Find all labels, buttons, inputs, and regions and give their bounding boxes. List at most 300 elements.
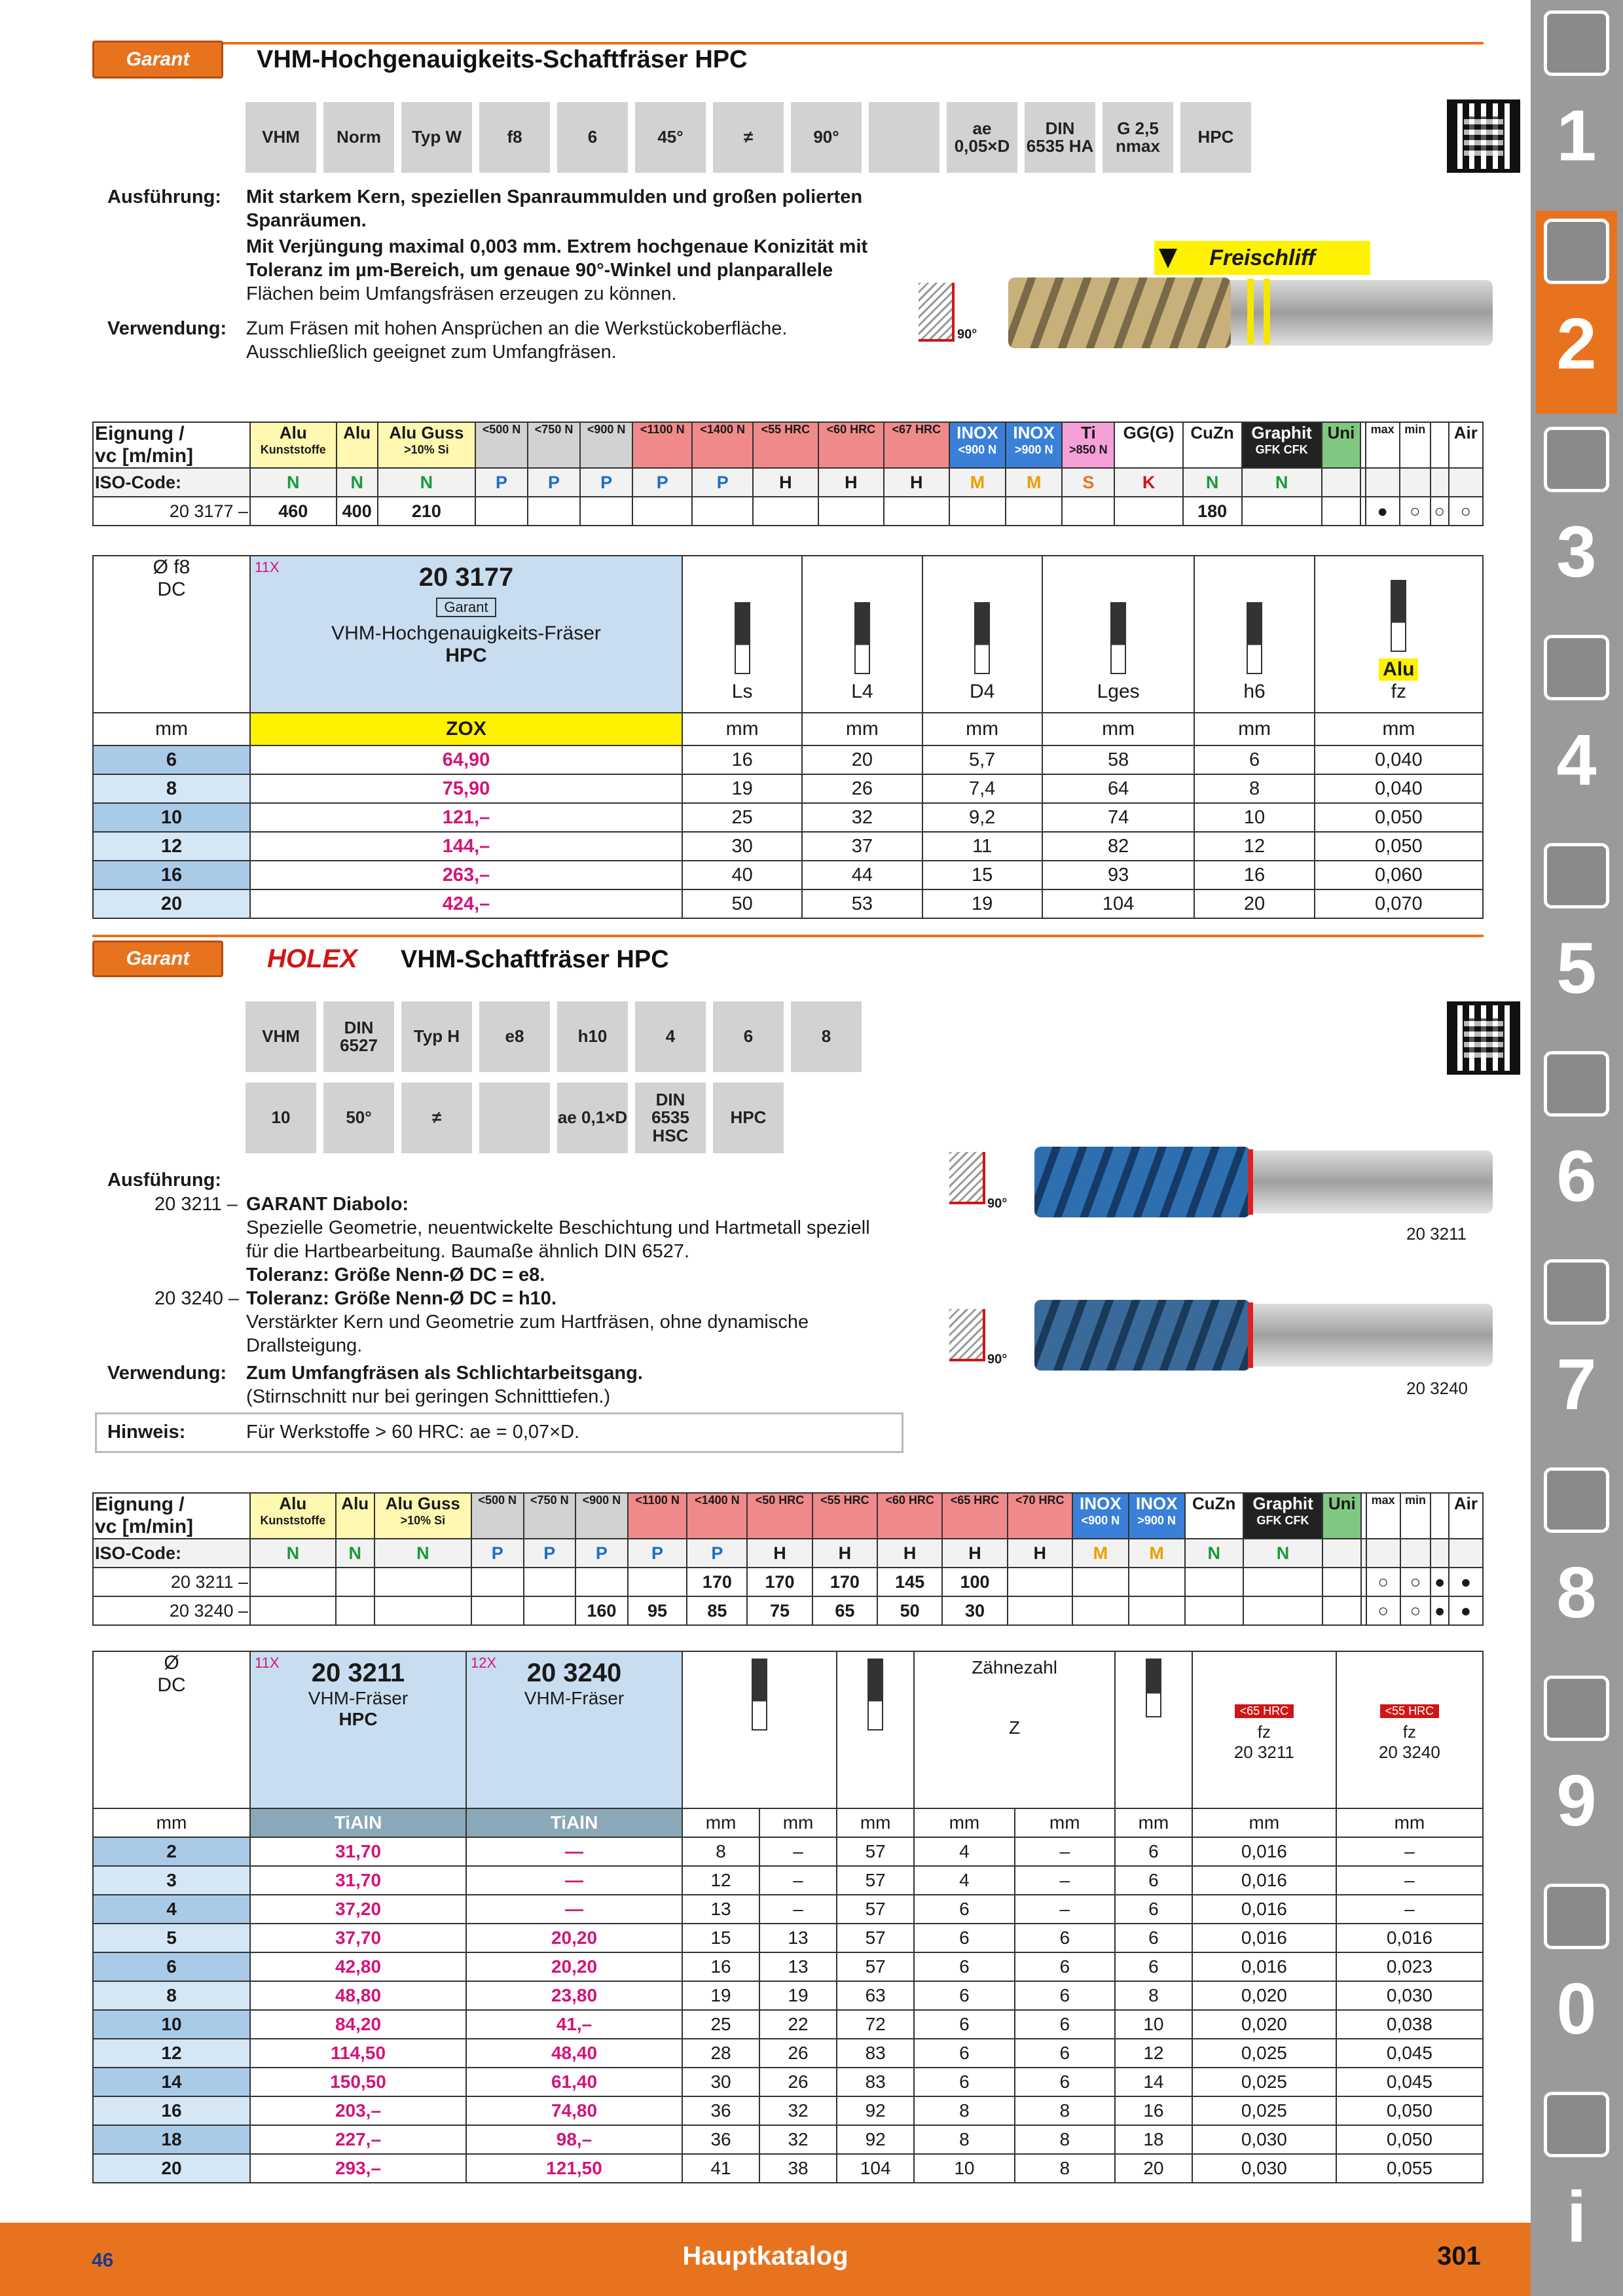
price-203240[interactable]: — [466, 1895, 682, 1924]
cell: 36 [682, 2096, 759, 2125]
tool-flutes [1034, 1147, 1250, 1217]
cell: 6 [914, 2068, 1014, 2096]
iso-code: N [1242, 468, 1322, 497]
material-col: <750 N [528, 422, 580, 468]
chapter-tab-4[interactable] [1536, 627, 1617, 830]
vc-value [818, 497, 884, 526]
iso-code: N [1243, 1539, 1322, 1568]
tool-icon [1247, 602, 1262, 674]
cell: 83 [837, 2039, 914, 2068]
material-col: <60 HRC [818, 422, 884, 468]
cell: 6 [1015, 1952, 1115, 1981]
material-col: Graphit GFK CFK [1242, 422, 1322, 468]
vc-value: ○ [1400, 1596, 1431, 1625]
price-203211[interactable]: 227,– [250, 2125, 466, 2154]
coating-label: TiAlN [466, 1808, 682, 1837]
col-header-fz: Alu fz [1315, 556, 1483, 713]
dimension-table [92, 555, 1484, 919]
tool-icon [854, 602, 870, 674]
vc-value: 170 [747, 1568, 812, 1596]
cell: 10 [1115, 2010, 1192, 2039]
cell: 6 [914, 1924, 1014, 1952]
material-col: <900 N [575, 1493, 628, 1539]
angle-label: 90° [987, 1352, 1008, 1367]
price-203211[interactable]: 48,80 [250, 1981, 466, 2010]
iso-code: P [528, 468, 580, 497]
chapter-tab-5[interactable] [1536, 835, 1617, 1038]
material-col [1431, 1493, 1449, 1539]
cell: 7,4 [922, 774, 1042, 803]
vc-value [1243, 1596, 1322, 1625]
spec-icon: 90° [791, 102, 862, 173]
price-203240[interactable]: 74,80 [466, 2096, 682, 2125]
hinweis-label: Hinweis: [107, 1422, 186, 1443]
material-col: <55 HRC [812, 1493, 877, 1539]
iso-code [1366, 1539, 1400, 1568]
price-203240[interactable]: 98,– [466, 2125, 682, 2154]
page-number-right: 301 [1437, 2242, 1481, 2270]
cell: 16 [1115, 2096, 1192, 2125]
vc-value: 75 [747, 1596, 812, 1625]
price[interactable]: 424,– [250, 889, 682, 918]
cell: 57 [837, 1895, 914, 1924]
material-col: GG(G) [1114, 422, 1182, 468]
cell: – [1336, 1866, 1483, 1895]
tool-flutes [1034, 1300, 1250, 1371]
tool-ring [1264, 279, 1270, 344]
spec-icon: ≠ [713, 102, 784, 173]
cell: 6 [914, 1981, 1014, 2010]
garant-logo: Garant [92, 941, 223, 977]
vc-value: 160 [575, 1596, 628, 1625]
ausfuehrung-text: GARANT Diabolo: Spezielle Geometrie, neuentwickelte Beschichtung und Hartmetall speziell für die Hartbearbeitung. Baumaße ähnlich DIN 6527. Toleranz: Größe Nenn-Ø DC = e8. [246, 1194, 870, 1285]
vc-value [632, 497, 692, 526]
material-col: Alu Guss >10% Si [378, 422, 475, 468]
col-header-lges [837, 1651, 914, 1808]
material-col: <500 N [471, 1493, 524, 1539]
cell: 0,060 [1315, 861, 1483, 889]
chapter-tab-i[interactable] [1536, 2084, 1617, 2287]
cell: 38 [759, 2154, 837, 2183]
cell: 6 [1115, 1837, 1192, 1866]
hinweis-text: Für Werkstoffe > 60 HRC: ae = 0,07×D. [246, 1422, 580, 1443]
vc-value: ● [1431, 1568, 1449, 1596]
price-203211[interactable]: 203,– [250, 2096, 466, 2125]
vc-row [93, 1596, 1483, 1625]
cell: – [759, 1866, 837, 1895]
vc-value: ● [1431, 1596, 1449, 1625]
material-col: <67 HRC [884, 422, 949, 468]
cell: – [1015, 1837, 1115, 1866]
iso-code: H [753, 468, 818, 497]
price-203211[interactable]: 37,70 [250, 1924, 466, 1952]
cell: 44 [802, 861, 922, 889]
material-col: INOX <900 N [1072, 1493, 1129, 1539]
price-203240[interactable]: 121,50 [466, 2154, 682, 2183]
material-col: <1100 N [632, 422, 692, 468]
vc-value: 180 [1183, 497, 1242, 526]
vc-value: 145 [877, 1568, 942, 1596]
iso-code [1431, 1539, 1449, 1568]
price-203211[interactable]: 31,70 [250, 1866, 466, 1895]
iso-code [1361, 1539, 1366, 1568]
chapter-icon [1544, 219, 1609, 284]
verwendung-text: Zum Fräsen mit hohen Ansprüchen an die Werkstückoberfläche. Ausschließlich geeignet zum Umfangfräsen. [246, 318, 788, 363]
spec-icon: HPC [713, 1083, 784, 1153]
material-col: Alu Guss >10% Si [374, 1493, 471, 1539]
cell: 25 [682, 2010, 759, 2039]
price-203240[interactable]: 41,– [466, 2010, 682, 2039]
iso-code: P [628, 1539, 687, 1568]
cell: 8 [914, 2096, 1014, 2125]
ausfuehrung-text: Toleranz: Größe Nenn-Ø DC = h10. Verstärkter Kern und Geometrie zum Hartfräsen, ohne dynamische Drallsteigung. [246, 1288, 809, 1356]
cell: – [759, 1895, 837, 1924]
cell: 0,045 [1336, 2039, 1483, 2068]
cell: 6 [1115, 1924, 1192, 1952]
article-number: 20 3240 – [93, 1596, 250, 1625]
price-203211[interactable]: 84,20 [250, 2010, 466, 2039]
material-col: max [1366, 1493, 1400, 1539]
vc-row [93, 1568, 1483, 1596]
iso-code [1322, 468, 1360, 497]
vc-value: ○ [1431, 497, 1449, 526]
angle-diagram [919, 283, 955, 342]
tool-icon [1146, 1659, 1161, 1717]
iso-code: H [818, 468, 884, 497]
price[interactable]: 121,– [250, 803, 682, 832]
cell: 0,030 [1192, 2125, 1336, 2154]
iso-code [1400, 468, 1431, 497]
vc-value [1072, 1596, 1129, 1625]
cell: 30 [682, 2068, 759, 2096]
chapter-icon [1544, 2092, 1609, 2157]
price-203240[interactable]: 61,40 [466, 2068, 682, 2096]
vc-value: 85 [687, 1596, 747, 1625]
vc-value [1072, 1568, 1129, 1596]
ausfuehrung-text: Mit starkem Kern, speziellen Spanraummulden und großen polierten Spanräumen. Mit Verjüngung maximal 0,003 mm. Extrem hochgenaue Konizität mit Toleranz im µm-Bereich, um genaue 90°-Winkel und planparallele Flächen beim Umfangsfräsen erzeugen zu können. [246, 187, 868, 304]
article-number: 20 3211 – [93, 1568, 250, 1596]
chapter-tab-9[interactable] [1536, 1668, 1617, 1871]
spec-icon: e8 [479, 1001, 550, 1072]
chapter-tab-1[interactable] [1536, 3, 1617, 206]
dimension-table [92, 1651, 1484, 2183]
material-col: <65 HRC [942, 1493, 1007, 1539]
diameter: 6 [93, 1952, 250, 1981]
spec-icon [869, 102, 939, 173]
chapter-number: 6 [1556, 1136, 1597, 1217]
price-203240[interactable]: 20,20 [466, 1924, 682, 1952]
chapter-icon [1544, 1467, 1609, 1533]
chapter-icon [1544, 10, 1609, 76]
cell: 26 [759, 2039, 837, 2068]
tool-icon [1391, 580, 1406, 652]
chapter-number: 2 [1556, 304, 1597, 384]
vc-value [1006, 497, 1062, 526]
image-caption: 20 3240 [1406, 1378, 1468, 1398]
iso-code: H [747, 1539, 812, 1568]
section-title: VHM-Schaftfräser HPC [401, 946, 669, 973]
cell: 63 [837, 1981, 914, 2010]
price[interactable]: 75,90 [250, 774, 682, 803]
iso-code: H [942, 1539, 1007, 1568]
iso-code: M [1006, 468, 1062, 497]
cell: 8 [1115, 1981, 1192, 2010]
vc-value: ○ [1449, 497, 1483, 526]
cell: 19 [759, 1981, 837, 2010]
cell: 20 [1115, 2154, 1192, 2183]
cell: 0,016 [1192, 1952, 1336, 1981]
col-header-fz: <55 HRC fz 20 3240 [1336, 1651, 1483, 1808]
cell: 0,016 [1192, 1924, 1336, 1952]
article-header: 11X 20 3177 Garant VHM-Hochgenauigkeits-Fräser HPC [250, 556, 682, 713]
diameter: 20 [93, 2154, 250, 2183]
table-row [93, 889, 1483, 918]
iso-row [93, 1539, 1483, 1568]
cell: 4 [914, 1837, 1014, 1866]
cell: 41 [682, 2154, 759, 2183]
cell: 16 [682, 1952, 759, 1981]
material-col: Uni [1322, 422, 1360, 468]
diameter: 16 [93, 861, 250, 889]
cell: – [1015, 1895, 1115, 1924]
vc-value: 50 [877, 1596, 942, 1625]
spec-icon: Norm [323, 102, 394, 173]
cell: 6 [1015, 2068, 1115, 2096]
material-col: <1100 N [628, 1493, 687, 1539]
spec-icon: 10 [246, 1083, 316, 1153]
chapter-icon [1544, 843, 1609, 908]
price-203240[interactable]: 48,40 [466, 2039, 682, 2068]
cell: 13 [759, 1952, 837, 1981]
table-row [93, 2039, 1483, 2068]
col-header-ls: Ls [682, 556, 802, 713]
price[interactable]: 144,– [250, 832, 682, 861]
vc-value [471, 1568, 524, 1596]
price-203211[interactable]: 37,20 [250, 1895, 466, 1924]
cell: 25 [682, 803, 802, 832]
cell: 37 [802, 832, 922, 861]
vc-value [336, 1568, 374, 1596]
vc-value [1322, 1596, 1361, 1625]
cell: 6 [914, 2010, 1014, 2039]
vc-value [580, 497, 632, 526]
qr-code[interactable] [1447, 99, 1520, 173]
article-header: 11X 20 3211 VHM-Fräser HPC [250, 1651, 466, 1808]
tool-icon [1110, 602, 1126, 674]
vc-value [1114, 497, 1182, 526]
price-203240[interactable]: 23,80 [466, 1981, 682, 2010]
material-col: <500 N [475, 422, 528, 468]
material-col: Alu [337, 422, 378, 468]
iso-code: P [475, 468, 528, 497]
cell: 72 [837, 2010, 914, 2039]
vc-value: 170 [687, 1568, 747, 1596]
cell: 64 [1042, 774, 1195, 803]
vc-value [1322, 1568, 1361, 1596]
table-row [93, 1866, 1483, 1895]
chapter-tab-0[interactable] [1536, 1876, 1617, 2079]
cell: 19 [922, 889, 1042, 918]
chapter-tab-2[interactable] [1536, 211, 1617, 414]
chapter-tab-6[interactable] [1536, 1043, 1617, 1246]
material-col: <70 HRC [1008, 1493, 1072, 1539]
cell: 0,038 [1336, 2010, 1483, 2039]
vc-value [884, 497, 949, 526]
iso-code: P [575, 1539, 628, 1568]
cell: 0,025 [1192, 2096, 1336, 2125]
material-col: <1400 N [687, 1493, 747, 1539]
vc-value [528, 497, 580, 526]
col-header-d4: D4 [922, 556, 1042, 713]
vc-value: ● [1449, 1568, 1483, 1596]
vc-value [1242, 497, 1322, 526]
vc-value [524, 1568, 576, 1596]
iso-code: P [471, 1539, 524, 1568]
vc-value: 100 [942, 1568, 1007, 1596]
chapter-tab-8[interactable] [1536, 1460, 1617, 1662]
vc-value [1243, 1568, 1322, 1596]
chapter-number: 3 [1556, 512, 1597, 592]
iso-code: N [336, 1539, 374, 1568]
cell: – [1015, 1866, 1115, 1895]
cell: 8 [1194, 774, 1314, 803]
material-col: CuZn [1183, 422, 1242, 468]
iso-code [1449, 468, 1483, 497]
unit-row: mm TiAlN TiAlN mm mm mm mm mm mm mm mm [93, 1808, 1483, 1837]
table-row [93, 1924, 1483, 1952]
diameter: 5 [93, 1924, 250, 1952]
cell: 12 [1115, 2039, 1192, 2068]
material-col: <750 N [524, 1493, 576, 1539]
diameter: 3 [93, 1866, 250, 1895]
price-203240[interactable]: 20,20 [466, 1952, 682, 1981]
cell: 0,050 [1315, 803, 1483, 832]
tool-icon [974, 602, 990, 674]
spec-icon: DIN 6527 [323, 1001, 394, 1072]
vc-value [374, 1568, 471, 1596]
cell: – [1336, 1837, 1483, 1866]
cell: 0,016 [1192, 1895, 1336, 1924]
material-table [92, 1492, 1484, 1626]
material-header-row [93, 1493, 1483, 1539]
material-col: <1400 N [692, 422, 753, 468]
diameter: 4 [93, 1895, 250, 1924]
table-row [93, 1895, 1483, 1924]
cell: 8 [682, 1837, 759, 1866]
vc-value: ○ [1400, 497, 1431, 526]
material-col: Alu Kunststoffe [250, 422, 337, 468]
material-col: <60 HRC [877, 1493, 942, 1539]
verwendung-text: Zum Umfangfräsen als Schlichtarbeitsgang. (Stirnschnitt nur bei geringen Schnitttiefen.) [246, 1363, 643, 1407]
cell: 19 [682, 774, 802, 803]
chapter-tab-3[interactable] [1536, 419, 1617, 622]
material-col: min [1400, 1493, 1431, 1539]
cell: 11 [922, 832, 1042, 861]
cell: 0,050 [1315, 832, 1483, 861]
spec-icon: ≠ [401, 1083, 472, 1153]
eignung-label: Eignung / vc [m/min] [93, 1493, 250, 1539]
vc-value [949, 497, 1006, 526]
price-203211[interactable]: 31,70 [250, 1837, 466, 1866]
coating-label: ZOX [250, 713, 682, 745]
cell: 0,016 [1336, 1924, 1483, 1952]
cell: 8 [914, 2125, 1014, 2154]
cell: 57 [837, 1866, 914, 1895]
material-col: max [1366, 422, 1400, 468]
iso-code: N [1183, 468, 1242, 497]
qr-code[interactable] [1447, 1001, 1520, 1075]
material-col: min [1400, 422, 1431, 468]
col-header-z: Zähnezahl Z [914, 1651, 1115, 1808]
price-203211[interactable]: 42,80 [250, 1952, 466, 1981]
cell: 12 [682, 1866, 759, 1895]
price-203240[interactable]: — [466, 1837, 682, 1866]
vc-value [1008, 1596, 1072, 1625]
cell: – [759, 1837, 837, 1866]
spec-icon: Typ H [401, 1001, 472, 1072]
cell: 0,050 [1336, 2125, 1483, 2154]
vc-value [1361, 1568, 1366, 1596]
price-203240[interactable]: — [466, 1866, 682, 1895]
iso-code: H [1008, 1539, 1072, 1568]
col-header-h6 [1115, 1651, 1192, 1808]
spec-icon: h10 [557, 1001, 628, 1072]
page-number-left: 46 [92, 2250, 114, 2271]
price-203211[interactable]: 293,– [250, 2154, 466, 2183]
image-caption: 20 3211 [1406, 1224, 1467, 1244]
price[interactable]: 64,90 [250, 745, 682, 774]
table-row [93, 1952, 1483, 1981]
material-col: Alu Kunststoffe [250, 1493, 336, 1539]
article-code: 20 3240 – [155, 1288, 240, 1309]
spec-icon: ae 0,05×D [947, 102, 1017, 173]
cell: 9,2 [922, 803, 1042, 832]
footer-title: Hauptkatalog [682, 2242, 848, 2270]
angle-label: 90° [957, 327, 977, 342]
cell: 32 [759, 2125, 837, 2154]
vc-value [1008, 1568, 1072, 1596]
coating-label: TiAlN [250, 1808, 466, 1837]
cell: – [1336, 1895, 1483, 1924]
article-number: 20 3177 – [93, 497, 250, 526]
vc-value: 30 [942, 1596, 1007, 1625]
chapter-tab-7[interactable] [1536, 1251, 1617, 1454]
iso-code: N [1185, 1539, 1243, 1568]
cell: 26 [802, 774, 922, 803]
cell: 8 [1015, 2125, 1115, 2154]
holex-logo: HOLEX [267, 944, 357, 973]
iso-code [1449, 1539, 1483, 1568]
price-203211[interactable]: 150,50 [250, 2068, 466, 2096]
cell: 53 [802, 889, 922, 918]
price[interactable]: 263,– [250, 861, 682, 889]
cell: 92 [837, 2096, 914, 2125]
cell: 0,020 [1192, 2010, 1336, 2039]
spec-icon: 6 [713, 1001, 784, 1072]
iso-code [1431, 468, 1449, 497]
spec-icon: ae 0,1×D [557, 1083, 628, 1153]
price-203211[interactable]: 114,50 [250, 2039, 466, 2068]
cell: 5,7 [922, 745, 1042, 774]
vc-value: ● [1366, 497, 1400, 526]
material-col: INOX <900 N [949, 422, 1006, 468]
spec-icon: f8 [479, 102, 550, 173]
ausfuehrung-label: Ausführung: [107, 1170, 221, 1191]
angle-diagram [949, 1152, 985, 1204]
cell: 0,025 [1192, 2039, 1336, 2068]
material-col [1361, 1493, 1366, 1539]
cell: 20 [802, 745, 922, 774]
